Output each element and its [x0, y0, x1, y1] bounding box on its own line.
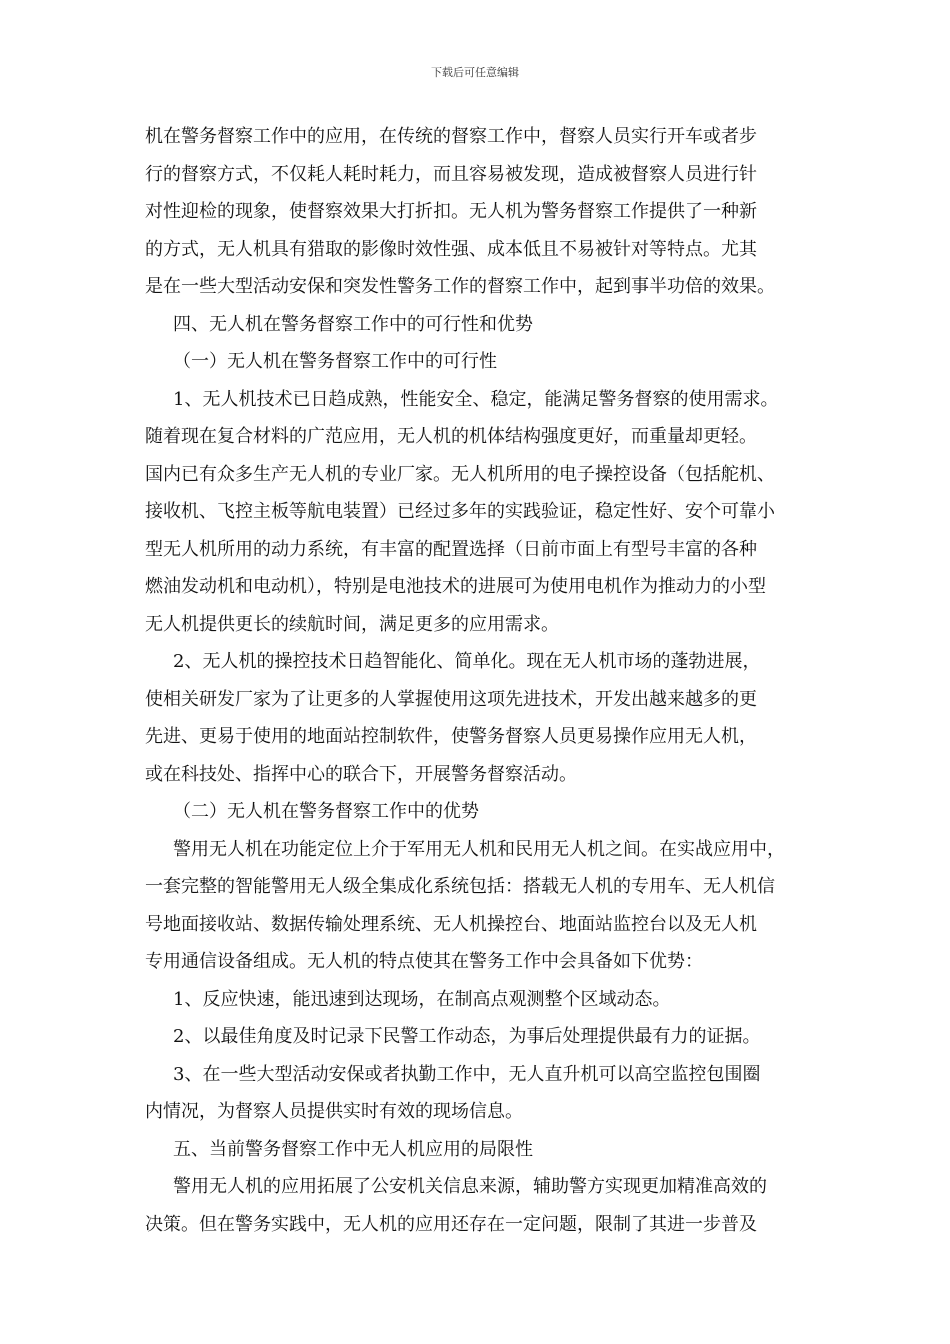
text-line: 先进、更易于使用的地面站控制软件，使警务督察人员更易操作应用无人机， — [145, 726, 757, 747]
text-line: 使相关研发厂家为了让更多的人掌握使用这项先进技术，开发出越来越多的更 — [145, 688, 757, 710]
text-line: 行的督察方式，不仅耗人耗时耗力，而且容易被发现，造成被督察人员进行针 — [145, 163, 757, 185]
text-line: 机在警务督察工作中的应用，在传统的督察工作中，督察人员实行开车或者步 — [145, 126, 757, 147]
text-line: 型无人机所用的动力系统，有丰富的配置选择（日前市面上有型号丰富的各种 — [145, 538, 757, 560]
text-line: 2、以最佳角度及时记录下民警工作动态，为事后处理提供最有力的证据。 — [173, 1026, 761, 1047]
text-line: 对性迎检的现象，使督察效果大打折扣。无人机为警务督察工作提供了一种新 — [145, 201, 757, 222]
text-line: 2、无人机的操控技术日趋智能化、简单化。现在无人机市场的蓬勃进展， — [173, 651, 761, 672]
text-line: 1、反应快速，能迅速到达现场，在制高点观测整个区域动态。 — [173, 988, 671, 1010]
text-line: 警用无人机的应用拓展了公安机关信息来源，辅助警方实现更加精准高效的 — [173, 1176, 767, 1197]
text-line: 3、在一些大型活动安保或者执勤工作中，无人直升机可以高空监控包围圈 — [173, 1063, 761, 1085]
document-body — [145, 118, 820, 1243]
text-line: 国内已有众多生产无人机的专业厂家。无人机所用的电子操控设备（包括舵机、 — [145, 463, 775, 485]
text-line: 四、无人机在警务督察工作中的可行性和优势 — [173, 313, 533, 335]
text-line: 警用无人机在功能定位上介于军用无人机和民用无人机之间。在实战应用中， — [173, 838, 785, 860]
text-line: （一）无人机在警务督察工作中的可行性 — [173, 351, 497, 372]
text-line: 无人机提供更长的续航时间，满足更多的应用需求。 — [145, 613, 559, 635]
text-line: 的方式，无人机具有猎取的影像时效性强、成本低且不易被针对等特点。尤其 — [145, 238, 757, 260]
text-line: 一套完整的智能警用无人级全集成化系统包括：搭载无人机的专用车、无人机信 — [145, 876, 775, 897]
text-line: 是在一些大型活动安保和突发性警务工作的督察工作中，起到事半功倍的效果。 — [145, 276, 775, 297]
text-line: 1、无人机技术已日趋成熟，性能安全、稳定，能满足警务督察的使用需求。 — [173, 388, 779, 410]
page-header-note: 下载后可任意编辑 — [431, 66, 519, 79]
text-line: （二）无人机在警务督察工作中的优势 — [173, 801, 479, 822]
text-line: 内情况，为督察人员提供实时有效的现场信息。 — [145, 1101, 523, 1122]
text-line: 五、当前警务督察工作中无人机应用的局限性 — [173, 1138, 533, 1160]
text-line: 或在科技处、指挥中心的联合下，开展警务督察活动。 — [145, 763, 577, 785]
text-line: 接收机、飞控主板等航电装置）已经过多年的实践验证，稳定性好、安个可靠小 — [145, 501, 775, 522]
text-line: 决策。但在警务实践中，无人机的应用还存在一定问题，限制了其进一步普及 — [145, 1213, 757, 1235]
text-line: 随着现在复合材料的广范应用，无人机的机体结构强度更好，而重量却更轻。 — [145, 426, 757, 447]
text-line: 燃油发动机和电动机），特别是电池技术的进展可为使用电机作为推动力的小型 — [145, 576, 766, 597]
text-line: 专用通信设备组成。无人机的特点使其在警务工作中会具备如下优势： — [145, 951, 703, 972]
text-line: 号地面接收站、数据传输处理系统、无人机操控台、地面站监控台以及无人机 — [145, 913, 757, 935]
